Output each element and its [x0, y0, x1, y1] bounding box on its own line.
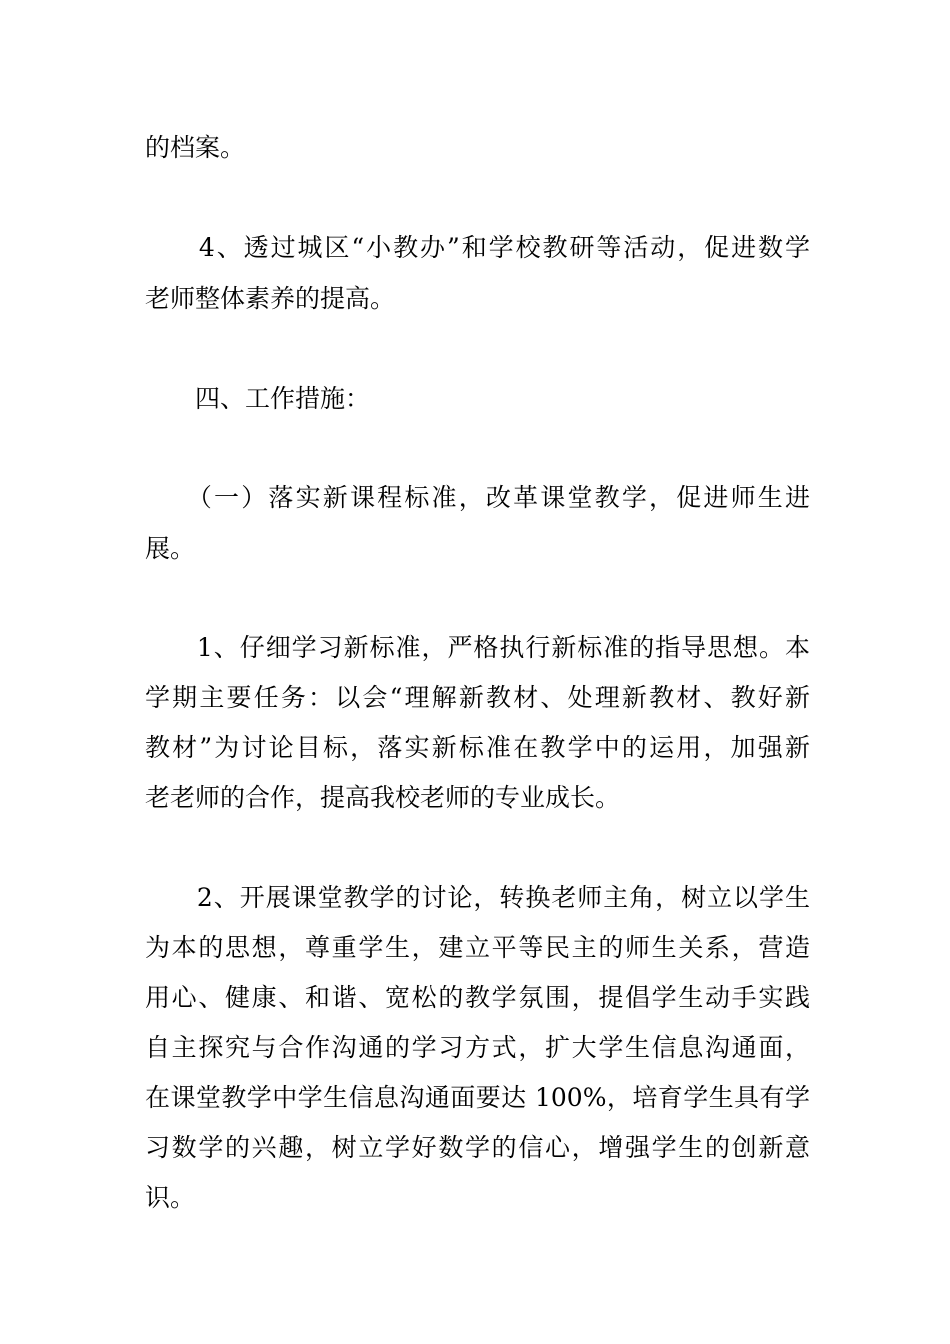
text-line: 1、仔细学习新标准，严格执行新标准的指导思想。本 [145, 633, 810, 662]
text-line: 的档案。 [145, 133, 246, 162]
section-heading: 四、工作措施： [145, 384, 371, 413]
text-line: 2、开展课堂教学的讨论，转换老师主角，树立以学生 [145, 883, 810, 912]
text-line: 4、透过城区“小教办”和学校教研等活动，促进数学 [145, 233, 810, 262]
text-line: 识。 [145, 1183, 196, 1212]
text-line: 老老师的合作，提高我校老师的专业成长。 [145, 783, 621, 812]
text-line: 老师整体素养的提高。 [145, 284, 396, 313]
text-line: 用心、健康、和谐、宽松的教学氛围，提倡学生动手实践 [145, 983, 810, 1012]
text-line: 习数学的兴趣，树立学好数学的信心，增强学生的创新意 [145, 1133, 810, 1162]
text-line: 学期主要任务：以会“理解新教材、处理新教材、教好新 [145, 683, 810, 712]
subsection-heading: （一）落实新课程标准，改革课堂教学，促进师生进 [145, 483, 810, 512]
text-line: 自主探究与合作沟通的学习方式，扩大学生信息沟通面， [145, 1033, 810, 1062]
text-line: 在课堂教学中学生信息沟通面要达 100%，培育学生具有学 [145, 1083, 810, 1112]
text-line: 教材”为讨论目标，落实新标准在教学中的运用，加强新 [145, 733, 810, 762]
text-line: 展。 [145, 534, 196, 563]
text-line: 为本的思想，尊重学生，建立平等民主的师生关系，营造 [145, 933, 810, 962]
